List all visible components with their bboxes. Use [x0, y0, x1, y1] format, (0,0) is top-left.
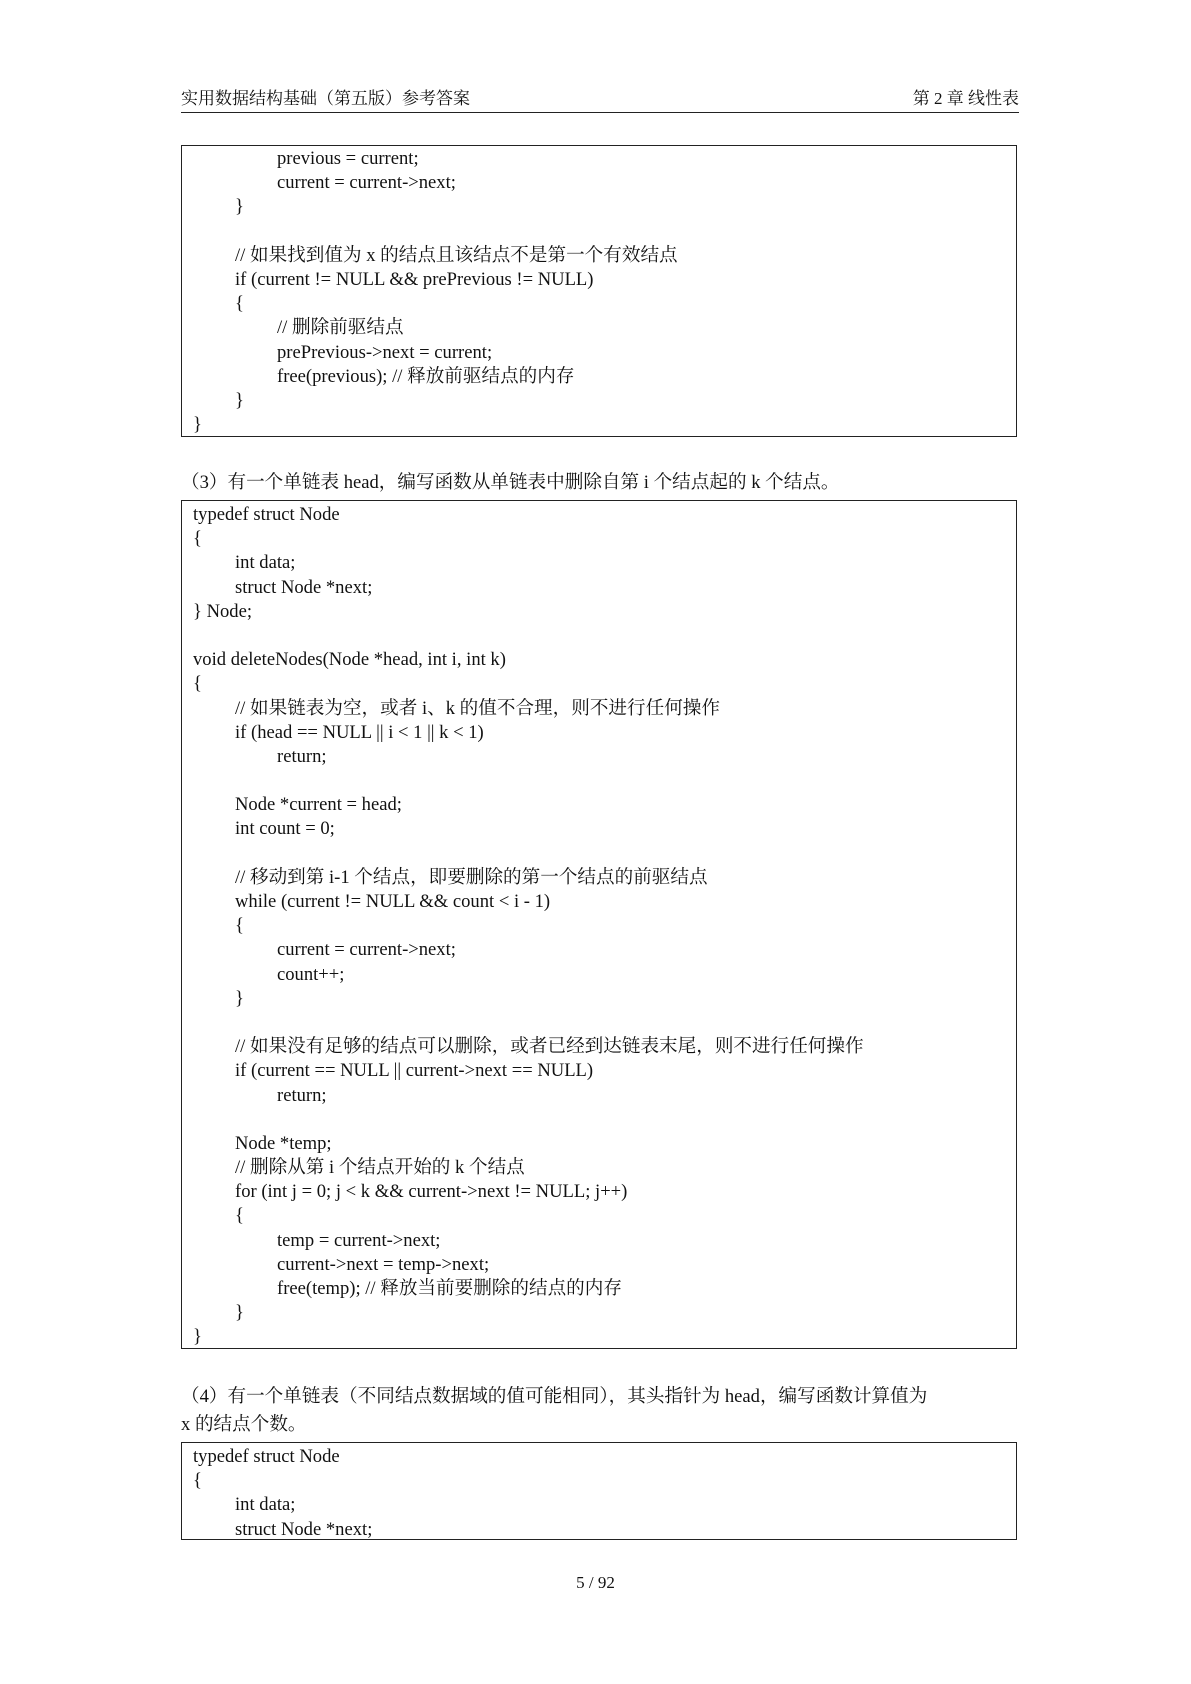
question-4: [181, 1383, 1019, 1439]
code-line: // 移动到第 i-1 个结点，即要删除的第一个结点的前驱结点: [235, 866, 708, 888]
code-block-1: [181, 145, 1017, 437]
code-line: typedef struct Node: [193, 1446, 340, 1467]
code-line: {: [193, 528, 202, 550]
code-line: Node *temp;: [235, 1132, 332, 1154]
code-line: {: [235, 915, 244, 937]
code-line: if (current == NULL || current->next == NULL): [235, 1060, 594, 1082]
code-line: void deleteNodes(Node *head, int i, int k): [193, 649, 506, 671]
code-line: int count = 0;: [235, 818, 335, 840]
page-header: [181, 84, 1019, 113]
code-line: {: [235, 293, 244, 315]
code-line: }: [235, 196, 244, 218]
code-line: }: [193, 1326, 202, 1348]
code-line: free(temp); // 释放当前要删除的结点的内存: [277, 1278, 622, 1299]
code-line: current->next = temp->next;: [277, 1253, 490, 1275]
code-line: // 删除从第 i 个结点开始的 k 个结点: [235, 1157, 525, 1179]
code-line: // 如果没有足够的结点可以删除，或者已经到达链表末尾，则不进行任何操作: [235, 1036, 864, 1058]
code-line: return;: [277, 745, 327, 767]
code-line: [182, 769, 1016, 793]
code-line: }: [235, 389, 244, 411]
code-block-3: [181, 1442, 1017, 1540]
code-line: typedef struct Node: [193, 504, 340, 525]
code-line: // 如果找到值为 x 的结点且该结点不是第一个有效结点: [235, 244, 678, 266]
code-line: return;: [277, 1084, 327, 1106]
question-4-line-1: （4）有一个单链表（不同结点数据域的值可能相同），其头指针为 head，编写函数计算值为: [181, 1386, 928, 1407]
code-line: temp = current->next;: [277, 1229, 441, 1251]
code-line: current = current->next;: [277, 172, 456, 194]
code-line: {: [235, 1205, 244, 1227]
code-line: int data;: [235, 1494, 296, 1516]
code-line: }: [193, 414, 202, 436]
code-line: }: [235, 987, 244, 1009]
code-line: } Node;: [193, 600, 253, 622]
code-line: if (head == NULL || i < 1 || k < 1): [235, 721, 484, 743]
code-line: [182, 1011, 1016, 1035]
code-line: Node *current = head;: [235, 794, 402, 816]
code-line: // 如果链表为空，或者 i、k 的值不合理，则不进行任何操作: [235, 697, 720, 719]
code-line: for (int j = 0; j < k && current->next != NULL; j++): [235, 1181, 628, 1203]
code-line: free(previous); // 释放前驱结点的内存: [277, 365, 575, 387]
code-line: [182, 1108, 1016, 1132]
code-line: previous = current;: [277, 148, 419, 169]
book-title: 实用数据结构基础（第五版）参考答案: [181, 89, 470, 108]
code-block-2: [181, 500, 1017, 1349]
code-line: struct Node *next;: [235, 576, 373, 598]
code-line: [182, 624, 1016, 648]
question-3: （3）有一个单链表 head，编写函数从单链表中删除自第 i 个结点起的 k 个结点。: [181, 472, 840, 493]
code-line: {: [193, 1470, 202, 1492]
code-line: prePrevious->next = current;: [277, 341, 493, 363]
code-line: int data;: [235, 552, 296, 574]
chapter-title: 第 2 章 线性表: [912, 89, 1019, 108]
code-line: [182, 842, 1016, 866]
code-line: while (current != NULL && count < i - 1): [235, 891, 551, 912]
code-line: count++;: [277, 963, 345, 985]
code-line: if (current != NULL && prePrevious != NULL): [235, 268, 594, 290]
question-4-line-2: x 的结点个数。: [181, 1414, 307, 1435]
code-line: {: [193, 673, 202, 695]
code-line: }: [235, 1302, 244, 1324]
code-line: struct Node *next;: [235, 1518, 373, 1540]
code-line: current = current->next;: [277, 939, 456, 961]
code-line: // 删除前驱结点: [277, 317, 404, 339]
code-line: [182, 220, 1016, 244]
page-number: 5 / 92: [576, 1573, 615, 1592]
